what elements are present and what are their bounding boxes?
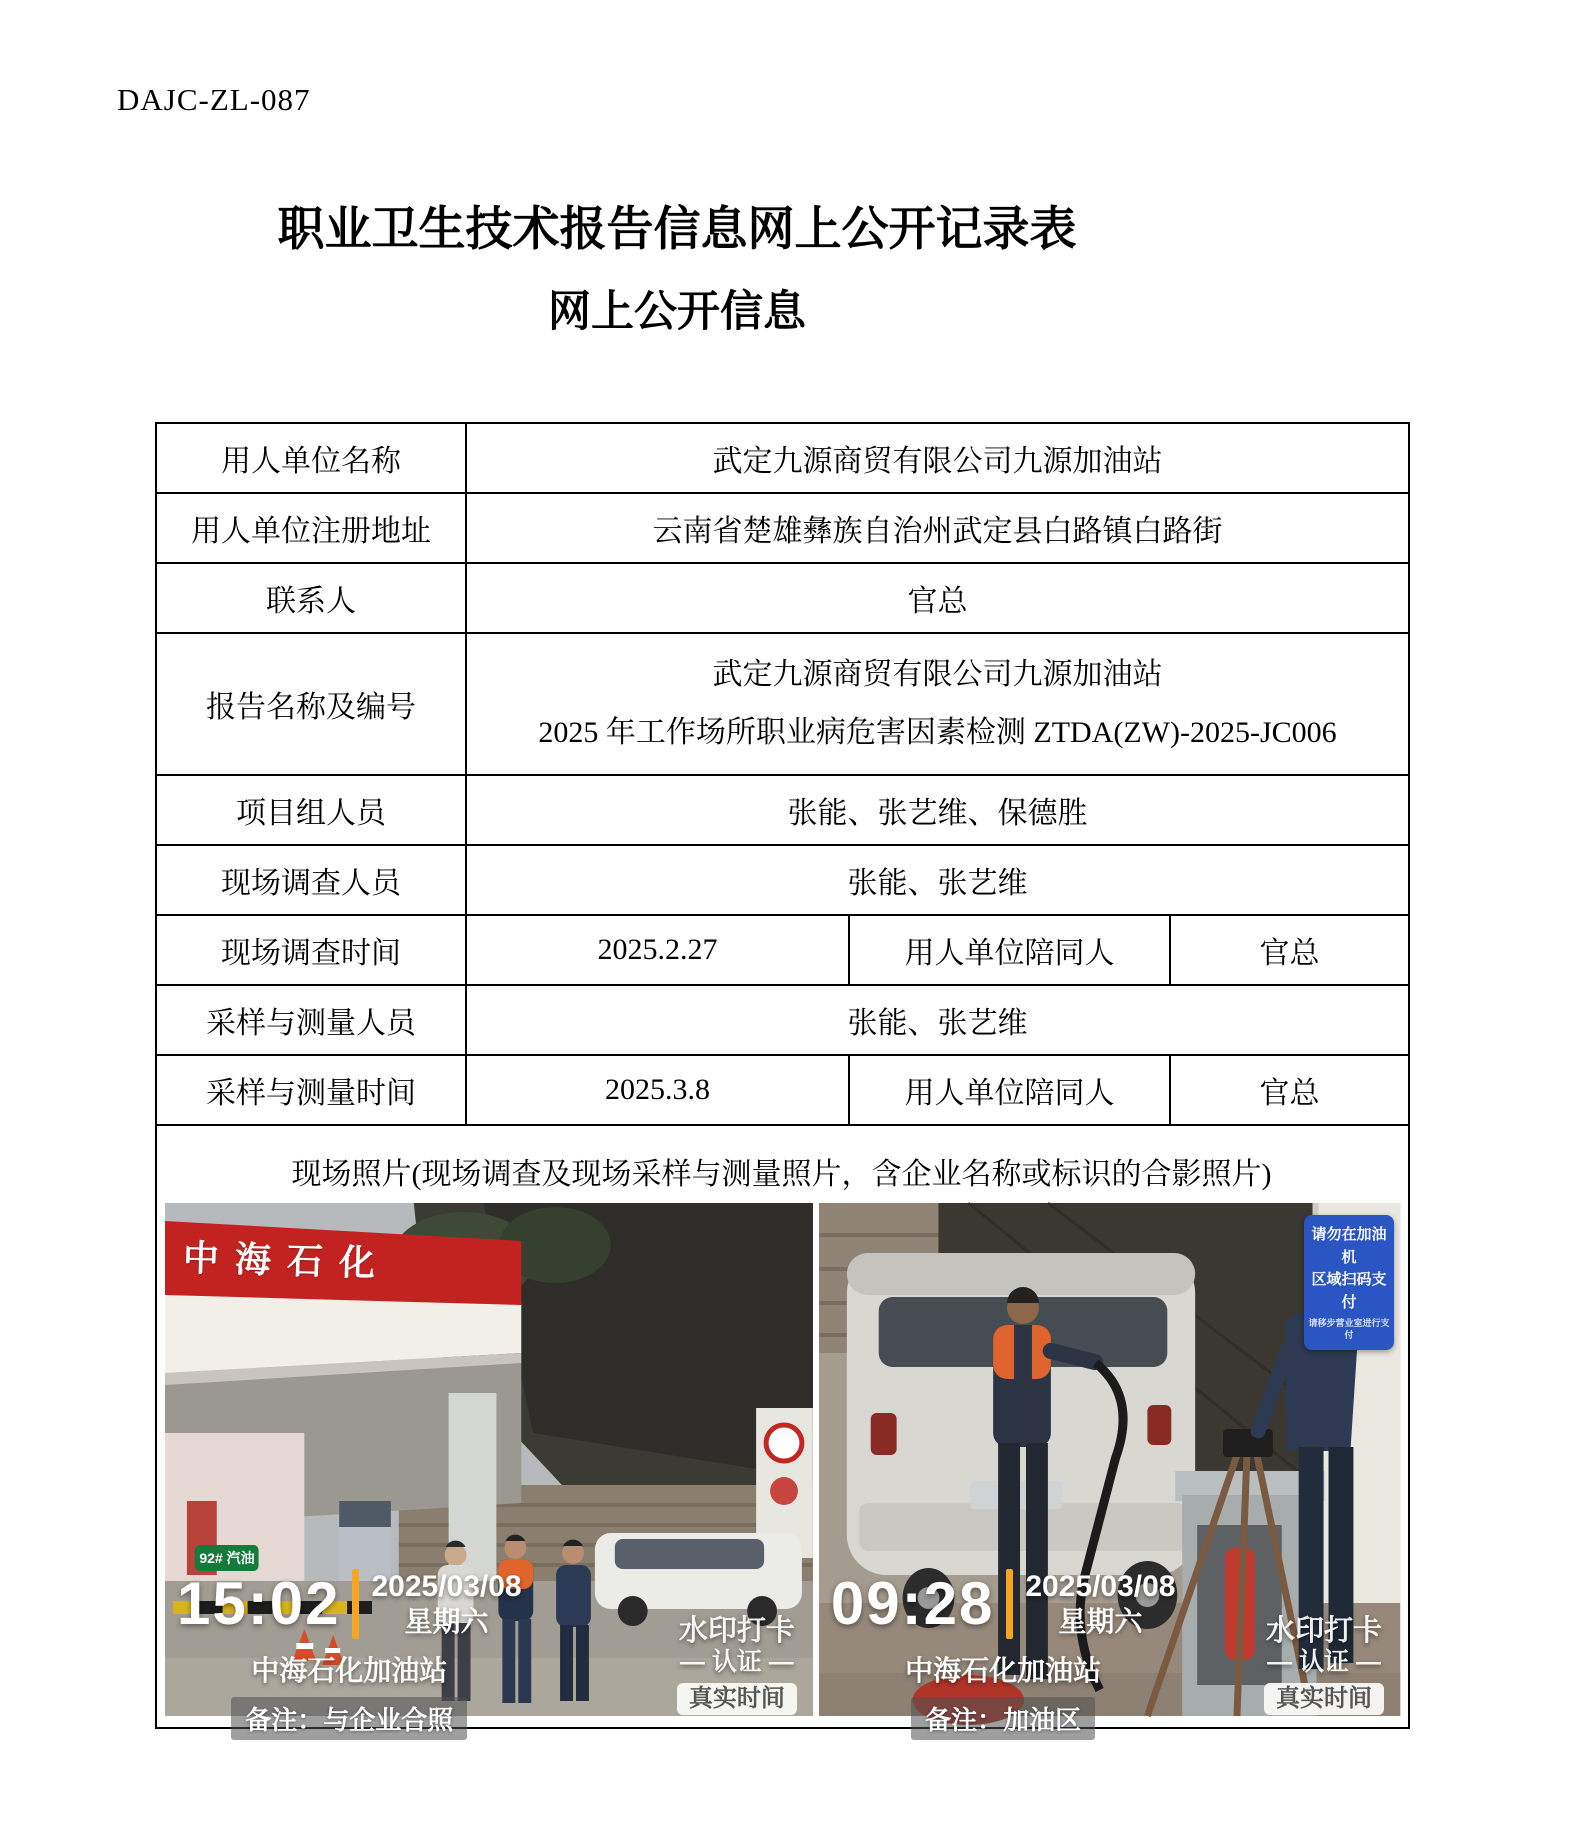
watermark-badge: 真实时间: [677, 1683, 797, 1715]
row-value: 官总: [466, 563, 1409, 633]
no-scan-payment-sign: [1304, 1215, 1394, 1350]
photo-section-label: 现场照片(现场调查及现场采样与测量照片，含企业名称或标识的合影照片): [291, 1158, 1272, 1191]
report-name-line: 武定九源商贸有限公司九源加油站: [712, 657, 1163, 691]
row-label-2: 用人单位陪同人: [849, 1055, 1170, 1125]
photo-weekday: 星期六: [404, 1606, 489, 1638]
table-row-employer-address: [156, 493, 1409, 563]
page-subtitle: 网上公开信息: [548, 289, 806, 336]
photo-strip: [163, 1201, 1402, 1735]
row-value: [466, 633, 1409, 775]
photo-date: 2025/03/08: [371, 1570, 522, 1604]
timestamp-overlay: [177, 1569, 522, 1740]
watermark: [677, 1615, 797, 1715]
sign-line: 区域扫码支付: [1311, 1271, 1387, 1311]
table-row-employer-name: [156, 423, 1409, 493]
table-row-project-team: [156, 775, 1409, 845]
photo-location: 中海石化加油站: [905, 1655, 1102, 1686]
row-value-2: 官总: [1170, 1055, 1409, 1125]
row-value: 云南省楚雄彝族自治州武定县白路镇白路街: [466, 493, 1409, 563]
row-label: 用人单位注册地址: [156, 493, 466, 563]
row-value: 张能、张艺维: [466, 845, 1409, 915]
table-row-site-photos: [156, 1125, 1409, 1728]
canopy-brand-sign: 中海石化: [182, 1237, 392, 1284]
row-label: 报告名称及编号: [156, 633, 466, 775]
table-row-survey-time: [156, 915, 1409, 985]
watermark-title: 水印打卡: [1266, 1615, 1383, 1647]
row-label: 联系人: [156, 563, 466, 633]
row-value: 张能、张艺维、保德胜: [466, 775, 1409, 845]
row-value-2: 官总: [1170, 915, 1409, 985]
row-label: 采样与测量时间: [156, 1055, 466, 1125]
page-title: 职业卫生技术报告信息网上公开记录表: [277, 204, 1077, 256]
row-value: 张能、张艺维: [466, 985, 1409, 1055]
timestamp-overlay: [831, 1569, 1176, 1740]
row-label: 现场调查时间: [156, 915, 466, 985]
photo-note: 备注：加油区: [911, 1697, 1095, 1740]
sign-line: 请勿在加油机: [1311, 1226, 1387, 1266]
record-table: [155, 422, 1410, 1735]
row-value: 武定九源商贸有限公司九源加油站: [466, 423, 1409, 493]
photo-time: 15:02: [177, 1570, 341, 1637]
watermark-sub: — 认证 —: [679, 1648, 794, 1677]
row-label: 项目组人员: [156, 775, 466, 845]
table-row-sampling-staff: [156, 985, 1409, 1055]
watermark: [1264, 1615, 1384, 1715]
photo-weekday: 星期六: [1058, 1606, 1143, 1638]
watermark-title: 水印打卡: [678, 1615, 795, 1647]
row-value: 2025.2.27: [466, 915, 849, 985]
measuring-instrument: [1223, 1429, 1273, 1457]
row-label: 用人单位名称: [156, 423, 466, 493]
photo-refueling-area: [819, 1203, 1400, 1735]
watermark-badge: 真实时间: [1264, 1683, 1384, 1715]
row-label: 现场调查人员: [156, 845, 466, 915]
watermark-sub: — 认证 —: [1267, 1648, 1381, 1677]
table-row-survey-staff: [156, 845, 1409, 915]
photo-note: 备注：与企业合照: [231, 1697, 467, 1740]
photo-date: 2025/03/08: [1025, 1570, 1176, 1604]
fuel-grade-sign-label: 92# 汽油: [199, 1550, 255, 1566]
table-row-report-name-number: [156, 633, 1409, 775]
row-value: 2025.3.8: [466, 1055, 849, 1125]
row-label: 采样与测量人员: [156, 985, 466, 1055]
photo-group-with-company: [165, 1203, 813, 1735]
row-label-2: 用人单位陪同人: [849, 915, 1170, 985]
sign-line-small: 请移步营业室进行支付: [1308, 1318, 1390, 1340]
timestamp-accent-bar: [1006, 1569, 1013, 1639]
table-row-sampling-time: [156, 1055, 1409, 1125]
photo-cell: [156, 1125, 1409, 1735]
photo-location: 中海石化加油站: [251, 1655, 448, 1686]
report-number-line: 2025 年工作场所职业病危害因素检测 ZTDA(ZW)-2025-JC006: [538, 716, 1337, 749]
timestamp-accent-bar: [352, 1569, 359, 1639]
photo-time: 09:28: [830, 1570, 995, 1637]
table-row-contact: [156, 563, 1409, 633]
doc-code: DAJC-ZL-087: [117, 82, 311, 117]
